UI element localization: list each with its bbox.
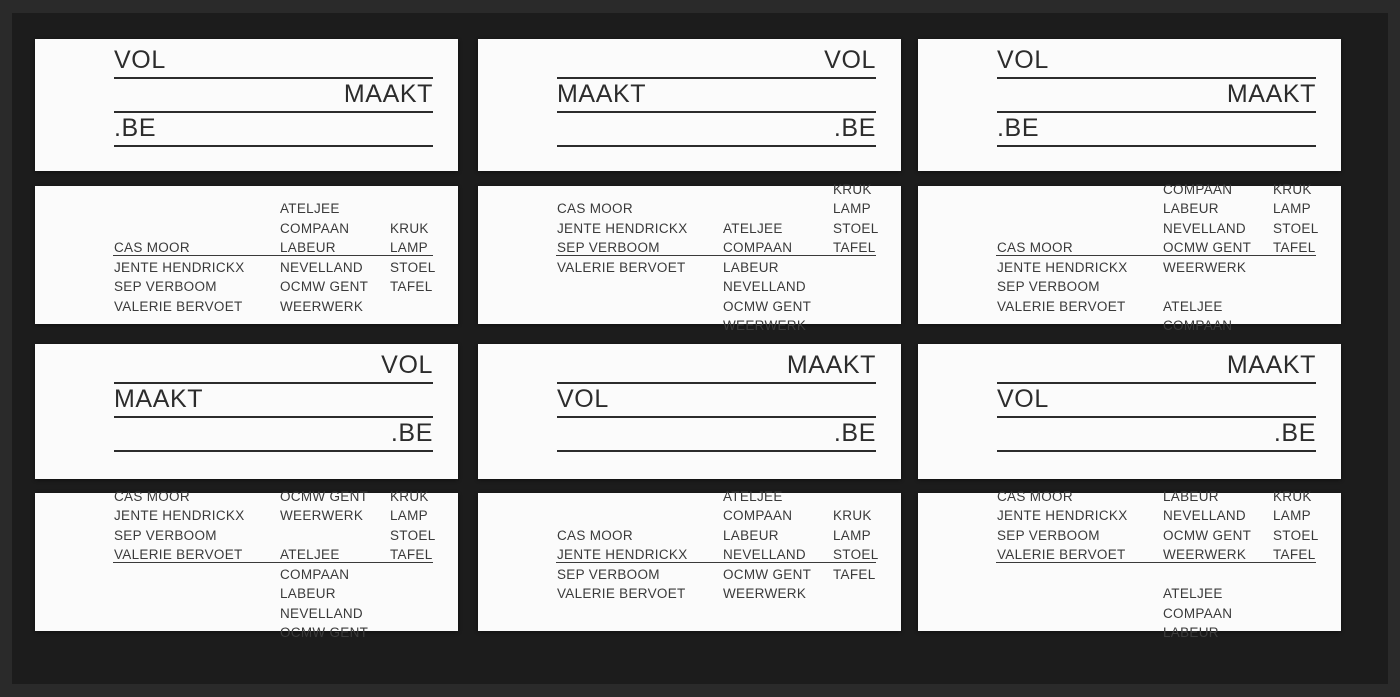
credit-name: SEP VERBOOM [557, 566, 660, 582]
credit-partner: LABEUR [280, 586, 336, 601]
credit-partner: NEVELLAND [280, 605, 363, 621]
brand-rule-line [114, 384, 433, 418]
credit-partner: WEERWERK [1163, 547, 1247, 562]
brand-rule-line [114, 113, 433, 147]
brand-word: VOL [997, 46, 1049, 74]
brand-word: .BE [390, 419, 433, 447]
logo-card-r1c3 [918, 39, 1341, 171]
credit-partner: OCMW GENT [280, 625, 369, 640]
credit-partner: WEERWERK [723, 318, 807, 333]
brand-rule-line [114, 79, 433, 113]
credit-product: KRUK [390, 220, 429, 236]
credit-product: LAMP [390, 508, 428, 523]
brand-word: .BE [1273, 419, 1316, 447]
credit-partner: ATELJEE [1163, 298, 1223, 314]
credit-name: SEP VERBOOM [997, 527, 1100, 543]
credit-underline-rule [556, 562, 876, 563]
credit-partner: LABEUR [723, 259, 779, 275]
credit-name: VALERIE BERVOET [997, 547, 1126, 562]
credit-partner: NEVELLAND [1163, 220, 1246, 236]
credit-partner: COMPAAN [1163, 318, 1233, 333]
credit-name: SEP VERBOOM [997, 279, 1100, 294]
brand-rule-line [997, 350, 1316, 384]
credit-name: CAS MOOR [557, 201, 633, 216]
brand-rule-line [557, 350, 876, 384]
credits-card-r4c2 [478, 488, 901, 631]
credit-name: VALERIE BERVOET [557, 259, 686, 275]
credit-underline-rule [113, 562, 433, 563]
credits-card-r4c3 [918, 488, 1341, 640]
credit-partner: NEVELLAND [723, 279, 806, 294]
credit-partner: LABEUR [1163, 625, 1219, 640]
credit-product: TAFEL [390, 547, 433, 562]
credit-product: STOEL [1273, 527, 1319, 543]
credit-partner: ATELJEE [280, 201, 340, 216]
credit-product: KRUK [390, 488, 429, 504]
credit-partner: OCMW GENT [280, 488, 369, 504]
brand-rule-line [997, 113, 1316, 147]
credit-product: TAFEL [833, 566, 876, 582]
credit-name: VALERIE BERVOET [557, 586, 686, 601]
brand-word: .BE [997, 114, 1040, 142]
credit-name: JENTE HENDRICKX [114, 508, 245, 523]
credit-underline-rule [556, 255, 876, 256]
credit-underline-rule [996, 255, 1316, 256]
credit-name: JENTE HENDRICKX [997, 508, 1128, 523]
brand-rule-line [997, 45, 1316, 79]
brand-word: MAAKT [343, 80, 433, 108]
credit-product: KRUK [833, 508, 872, 523]
brand-word: MAAKT [786, 351, 876, 379]
credits-card-r4c1 [35, 488, 458, 640]
brand-rule-line [997, 79, 1316, 113]
credit-product: KRUK [1273, 488, 1312, 504]
credits-card-r2c2 [478, 181, 901, 333]
brand-word: VOL [381, 351, 433, 379]
credit-name: SEP VERBOOM [114, 279, 217, 294]
credit-partner: NEVELLAND [280, 259, 363, 275]
credits-card-r2c3 [918, 181, 1341, 333]
credit-partner: ATELJEE [723, 488, 783, 504]
brand-word: MAAKT [1226, 351, 1316, 379]
credit-partner: COMPAAN [280, 220, 350, 236]
credit-product: STOEL [1273, 220, 1319, 236]
credits-card-r2c1 [35, 186, 458, 324]
credit-name: VALERIE BERVOET [114, 547, 243, 562]
credit-product: LAMP [833, 527, 871, 543]
credit-partner: ATELJEE [280, 547, 340, 562]
credit-name: JENTE HENDRICKX [557, 547, 688, 562]
brand-word: MAAKT [114, 385, 204, 413]
brand-rule-line [114, 418, 433, 452]
credit-product: STOEL [833, 220, 879, 236]
credit-partner: OCMW GENT [1163, 527, 1252, 543]
credit-name: JENTE HENDRICKX [557, 220, 688, 236]
brand-word: VOL [114, 46, 166, 74]
credit-name: JENTE HENDRICKX [997, 259, 1128, 275]
credit-name: VALERIE BERVOET [114, 298, 243, 314]
brand-word: VOL [824, 46, 876, 74]
credit-partner: LABEUR [1163, 201, 1219, 216]
credit-partner: NEVELLAND [723, 547, 806, 562]
credit-name: JENTE HENDRICKX [114, 259, 245, 275]
brand-rule-line [557, 418, 876, 452]
credit-product: STOEL [833, 547, 879, 562]
credit-partner: OCMW GENT [1163, 240, 1252, 255]
credit-product: LAMP [833, 201, 871, 216]
credit-product: LAMP [1273, 201, 1311, 216]
credit-product: TAFEL [833, 240, 876, 255]
brand-word: MAAKT [1226, 80, 1316, 108]
credit-partner: ATELJEE [723, 220, 783, 236]
credit-name: SEP VERBOOM [557, 240, 660, 255]
brand-word: .BE [114, 114, 157, 142]
credit-underline-rule [996, 562, 1316, 563]
credit-underline-rule [113, 255, 433, 256]
credit-product: STOEL [390, 527, 436, 543]
credit-partner: LABEUR [1163, 488, 1219, 504]
credit-name: CAS MOOR [114, 240, 190, 255]
credit-partner: COMPAAN [1163, 181, 1233, 197]
credit-partner: COMPAAN [280, 566, 350, 582]
brand-rule-line [997, 384, 1316, 418]
credit-partner: NEVELLAND [1163, 508, 1246, 523]
brand-rule-line [557, 384, 876, 418]
brand-word: .BE [833, 114, 876, 142]
credit-partner: COMPAAN [723, 508, 793, 523]
brand-word: VOL [557, 385, 609, 413]
credit-partner: WEERWERK [280, 298, 364, 314]
credit-product: KRUK [1273, 181, 1312, 197]
credit-name: CAS MOOR [997, 488, 1073, 504]
logo-card-r3c1 [35, 344, 458, 479]
brand-word: MAAKT [557, 80, 647, 108]
brand-rule-line [557, 45, 876, 79]
credit-product: LAMP [1273, 508, 1311, 523]
credit-name: VALERIE BERVOET [997, 298, 1126, 314]
credit-partner: OCMW GENT [723, 566, 812, 582]
credit-product: STOEL [390, 259, 436, 275]
logo-card-r1c1 [35, 39, 458, 171]
brand-word: .BE [833, 419, 876, 447]
credit-partner: ATELJEE [1163, 586, 1223, 601]
credit-partner: WEERWERK [280, 508, 364, 523]
logo-card-r3c2 [478, 344, 901, 479]
credit-partner: WEERWERK [723, 586, 807, 601]
brand-rule-line [557, 113, 876, 147]
credit-partner: OCMW GENT [723, 298, 812, 314]
brand-word: VOL [997, 385, 1049, 413]
logo-card-r3c3 [918, 344, 1341, 479]
credit-partner: COMPAAN [1163, 605, 1233, 621]
credit-partner: WEERWERK [1163, 259, 1247, 275]
credit-partner: LABEUR [280, 240, 336, 255]
credit-product: LAMP [390, 240, 428, 255]
credit-name: SEP VERBOOM [114, 527, 217, 543]
credit-product: TAFEL [390, 279, 433, 294]
brand-rule-line [114, 350, 433, 384]
credit-product: TAFEL [1273, 547, 1316, 562]
credit-name: CAS MOOR [114, 488, 190, 504]
credit-partner: LABEUR [723, 527, 779, 543]
credit-product: KRUK [833, 181, 872, 197]
brand-rule-line [557, 79, 876, 113]
logo-card-r1c2 [478, 39, 901, 171]
brand-rule-line [114, 45, 433, 79]
credit-name: CAS MOOR [997, 240, 1073, 255]
credit-partner: OCMW GENT [280, 279, 369, 294]
credit-partner: COMPAAN [723, 240, 793, 255]
mockup-board [12, 13, 1388, 684]
credit-product: TAFEL [1273, 240, 1316, 255]
brand-rule-line [997, 418, 1316, 452]
credit-name: CAS MOOR [557, 527, 633, 543]
